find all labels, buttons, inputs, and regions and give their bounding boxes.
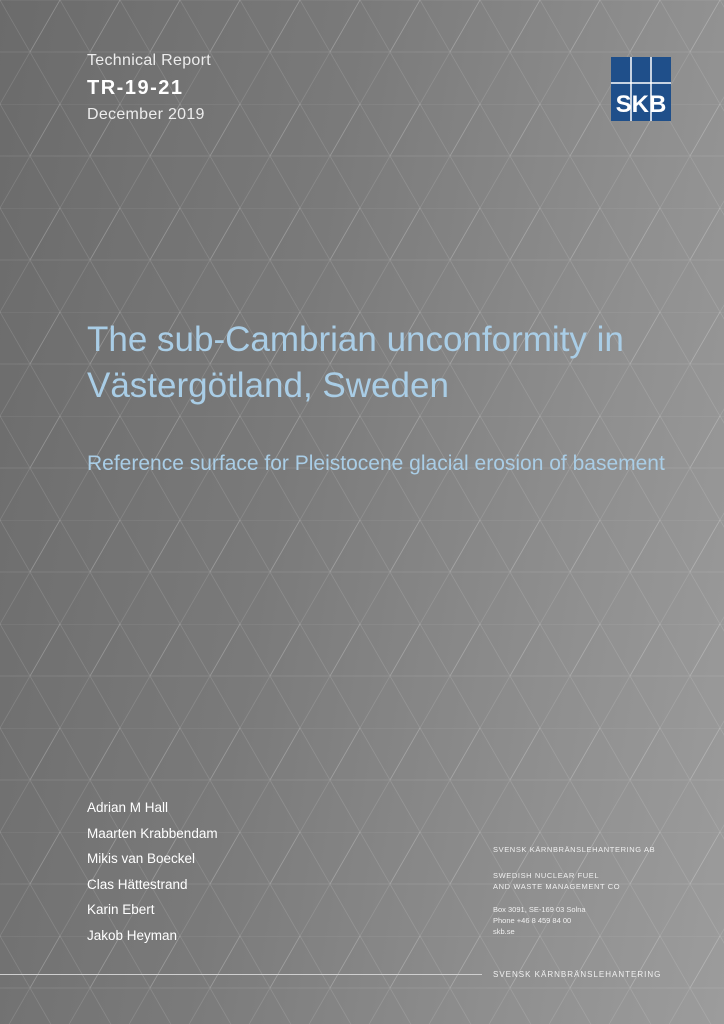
report-type: Technical Report (87, 52, 211, 69)
logo-text: SKB (615, 91, 667, 118)
author-name: Jakob Heyman (87, 927, 178, 943)
org-website: skb.se (493, 927, 515, 936)
author-name: Karin Ebert (87, 902, 155, 918)
report-date: December 2019 (87, 106, 205, 123)
author-list (87, 795, 218, 949)
footer-organization-name: SVENSK KÄRNBRÄNSLEHANTERING (493, 970, 662, 979)
org-name-swedish: SVENSK KÄRNBRÄNSLEHANTERING AB (493, 845, 656, 854)
skb-logo (611, 57, 671, 121)
org-name-english-line1: SWEDISH NUCLEAR FUEL (493, 871, 600, 880)
org-phone: Phone +46 8 459 84 00 (493, 916, 572, 925)
footer-divider (0, 974, 482, 975)
org-address: Box 3091, SE-169 03 Solna (493, 905, 586, 914)
organization-info (493, 844, 655, 937)
document-subtitle: Reference surface for Pleistocene glacial erosion of basement (87, 452, 665, 475)
document-title: The sub-Cambrian unconformity in Västergötland, Sweden (87, 320, 624, 405)
author-name: Maarten Krabbendam (87, 825, 218, 841)
author-name: Clas Hättestrand (87, 876, 188, 892)
report-number: TR-19-21 (87, 77, 184, 99)
org-name-english-line2: AND WASTE MANAGEMENT CO (493, 882, 621, 891)
author-name: Adrian M Hall (87, 800, 169, 815)
author-name: Mikis van Boeckel (87, 851, 196, 867)
